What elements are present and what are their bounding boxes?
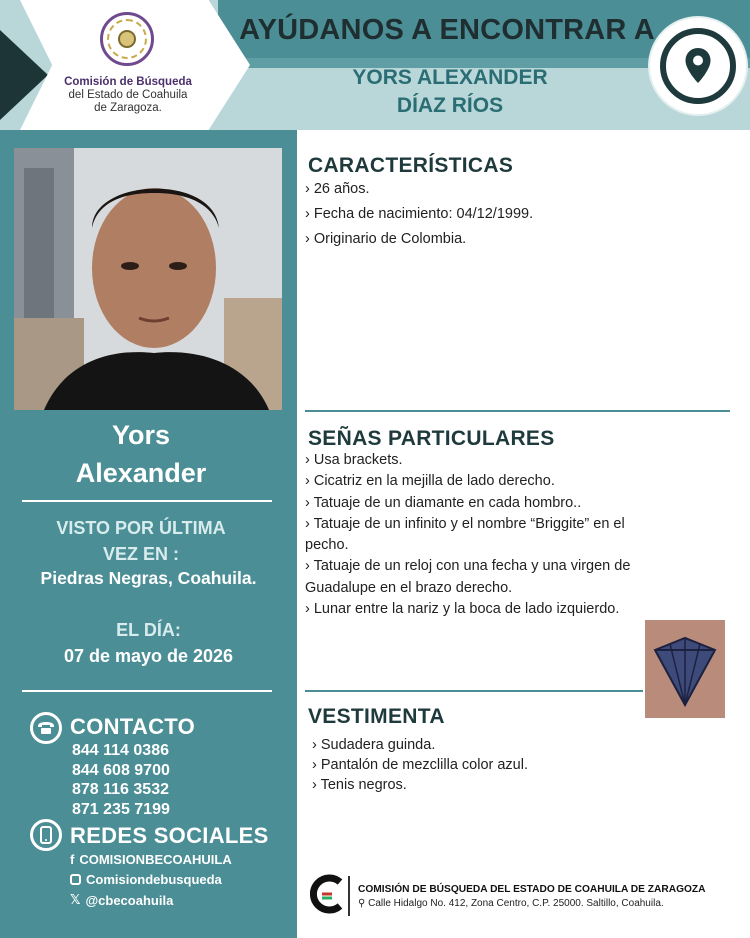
- list-item: Guadalupe en el brazo derecho.: [305, 579, 513, 596]
- missing-person-name-line2: DÍAZ RÍOS: [396, 94, 504, 117]
- list-item: › Cicatriz en la mejilla de lado derecho.: [305, 473, 555, 490]
- mobile-phone-icon: [30, 819, 62, 851]
- phone-number[interactable]: 844 608 9700: [72, 761, 170, 779]
- org-name-line1: Comisión de Búsqueda: [64, 76, 192, 88]
- x-icon: 𝕏: [70, 892, 81, 907]
- last-seen-place: Piedras Negras, Coahuila.: [40, 568, 257, 588]
- seal-ring: [107, 19, 147, 59]
- divider: [22, 500, 272, 502]
- instagram-icon: [70, 874, 81, 885]
- list-item: › Usa brackets.: [305, 452, 403, 468]
- caracteristicas-list: [305, 177, 533, 252]
- list-item: pecho.: [305, 537, 349, 554]
- date-value: 07 de mayo de 2026: [63, 646, 234, 666]
- phone-list: [72, 741, 170, 819]
- org-name-line2: del Estado de Coahuila: [68, 89, 188, 101]
- social-handle: @cbecoahuila: [85, 892, 174, 908]
- page-title: AYÚDANOS A ENCONTRAR A: [239, 14, 655, 46]
- social-x[interactable]: [70, 892, 173, 908]
- first-name-line1: Yors: [111, 420, 171, 450]
- phone-number[interactable]: 871 235 7199: [72, 800, 170, 818]
- seal-core: [118, 30, 136, 48]
- section-divider: [305, 690, 643, 692]
- footer-org-name: COMISIÓN DE BÚSQUEDA DEL ESTADO DE COAHUILA DE ZARAGOZA: [358, 884, 706, 895]
- facebook-icon: f: [70, 852, 75, 867]
- social-instagram[interactable]: [70, 872, 222, 887]
- org-name-line3: de Zaragoza.: [94, 102, 162, 114]
- missing-person-name-line1: YORS ALEXANDER: [352, 66, 548, 89]
- org-name: [58, 76, 198, 115]
- senas-list: [305, 450, 630, 620]
- map-pin-icon: ⚲: [358, 898, 366, 909]
- section-title-senas: SEÑAS PARTICULARES: [308, 427, 555, 450]
- social-handle: COMISIONBECOAHUILA: [79, 852, 232, 867]
- missing-person-photo: [14, 148, 282, 410]
- footer-address: [358, 898, 664, 909]
- phone-number[interactable]: 844 114 0386: [72, 742, 169, 759]
- footer-separator: [348, 876, 350, 916]
- list-item: › Tatuaje de un diamante en cada hombro..: [305, 494, 582, 511]
- footer-address-text: Calle Hidalgo No. 412, Zona Centro, C.P. 25000. Saltillo, Coahuila.: [368, 898, 664, 909]
- list-item: › Fecha de nacimiento: 04/12/1999.: [305, 206, 534, 222]
- list-item: › Tatuaje de un infinito y el nombre “Briggite” en el: [305, 515, 625, 532]
- section-divider: [305, 410, 730, 412]
- list-item: › 26 años.: [305, 181, 370, 197]
- contact-title: CONTACTO: [70, 714, 196, 739]
- vestimenta-list: [312, 735, 528, 795]
- divider: [22, 690, 272, 692]
- location-ring: [660, 28, 736, 104]
- date-label: EL DÍA:: [116, 620, 181, 640]
- list-item: › Lunar entre la nariz y la boca de lado izquierdo.: [305, 601, 620, 618]
- tattoo-photo: [645, 620, 725, 718]
- section-title-caracteristicas: CARACTERÍSTICAS: [308, 154, 514, 177]
- social-title: REDES SOCIALES: [70, 823, 269, 848]
- last-seen-label-line1: VISTO POR ÚLTIMA: [56, 518, 226, 538]
- last-seen-label-line2: VEZ EN :: [102, 544, 179, 564]
- commission-seal-logo: [100, 12, 154, 66]
- social-facebook[interactable]: [70, 852, 232, 867]
- first-name-line2: Alexander: [75, 458, 207, 488]
- location-badge: [650, 18, 746, 114]
- list-item: › Pantalón de mezclilla color azul.: [312, 757, 528, 773]
- header-banner: [0, 0, 750, 130]
- location-pin-icon: [684, 47, 712, 85]
- phone-number[interactable]: 878 116 3532: [72, 781, 169, 798]
- list-item: › Originario de Colombia.: [305, 231, 467, 247]
- social-handle: Comisiondebusqueda: [86, 872, 222, 887]
- list-item: › Sudadera guinda.: [312, 737, 436, 753]
- commission-c-logo: [310, 874, 346, 914]
- list-item: › Tenis negros.: [312, 777, 407, 793]
- phone-icon: [30, 712, 62, 744]
- list-item: › Tatuaje de un reloj con una fecha y una virgen de: [305, 558, 631, 575]
- section-title-vestimenta: VESTIMENTA: [308, 705, 445, 728]
